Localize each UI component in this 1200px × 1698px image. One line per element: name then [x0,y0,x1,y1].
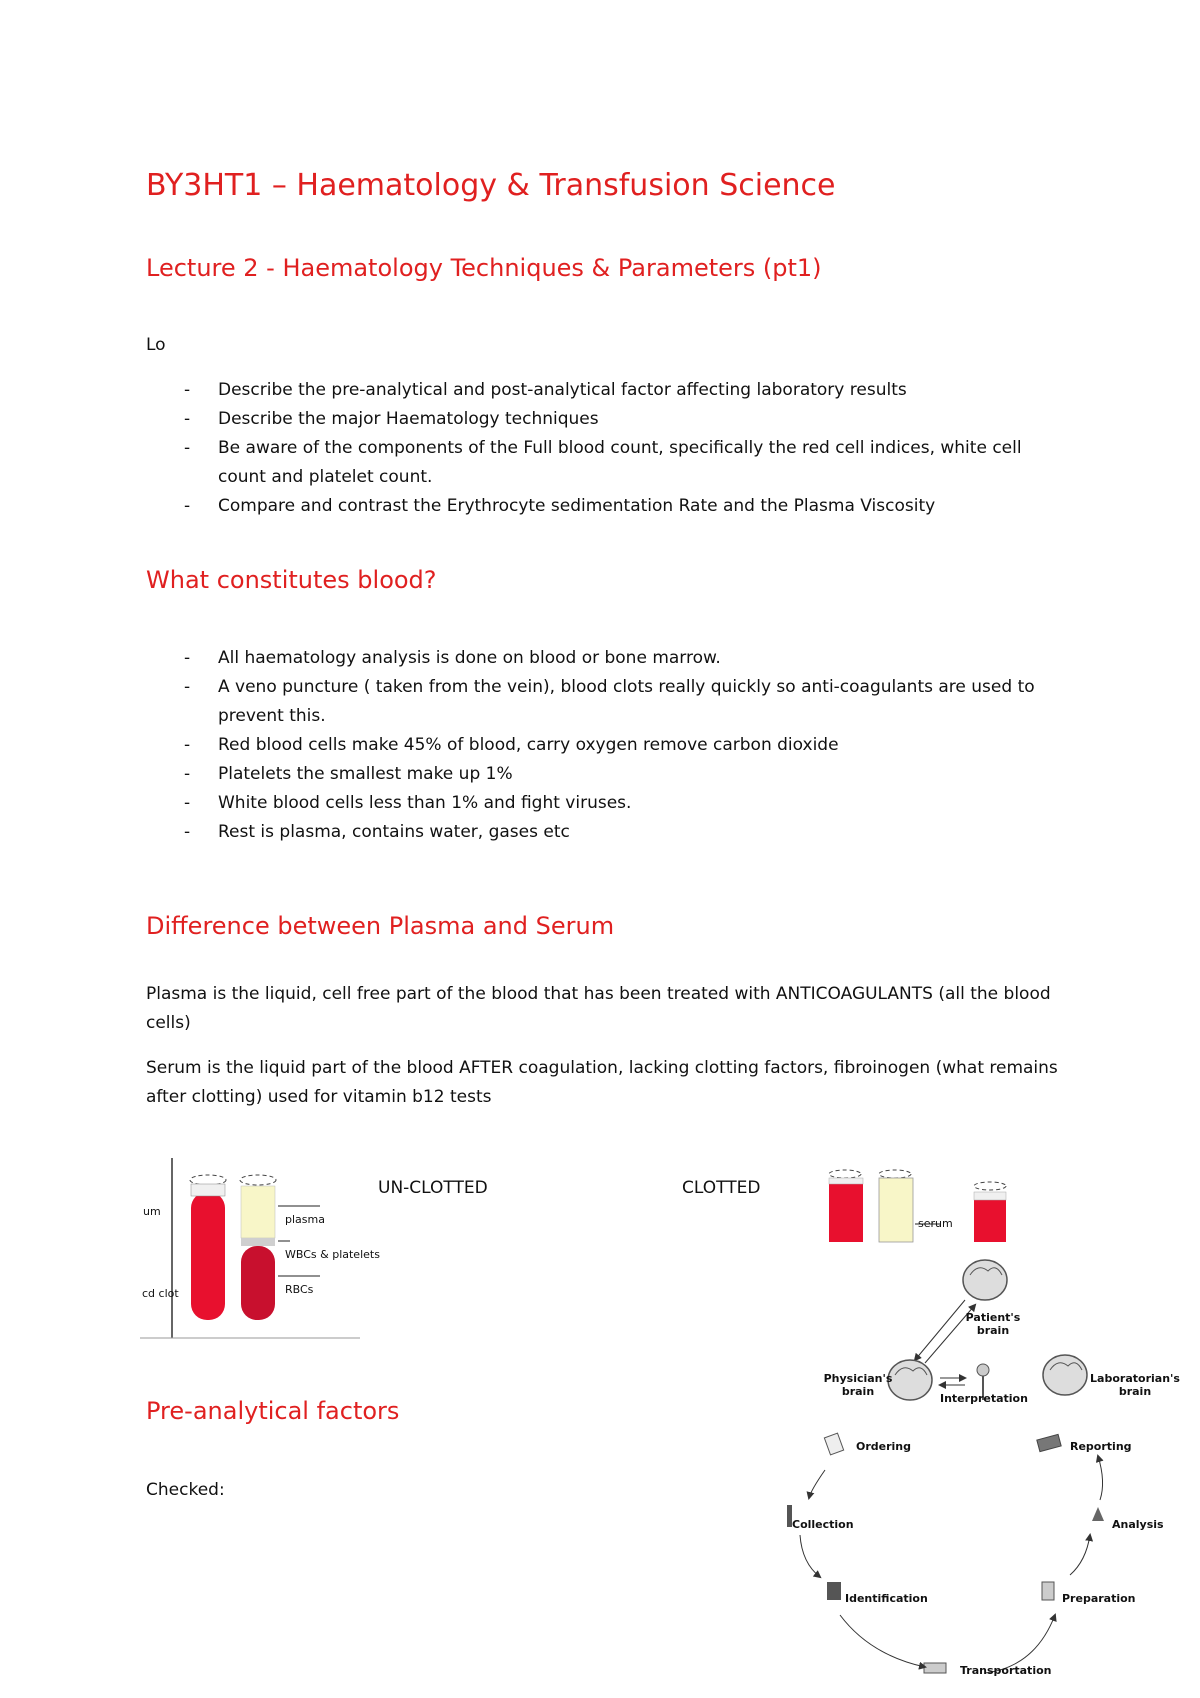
identification-label: Identification [845,1592,928,1605]
label-rbc: RBCs [285,1283,314,1296]
blood-heading: What constitutes blood? [146,566,437,594]
lo-label: Lo [146,335,166,355]
list-item: - White blood cells less than 1% and fight viruses. [146,789,1066,818]
clot-tube [974,1182,1006,1242]
clotted-label: CLOTTED [682,1178,761,1198]
label-clot: cd clot [142,1287,179,1300]
list-item: - Compare and contrast the Erythrocyte sedimentation Rate and the Plasma Viscosity [146,492,1066,521]
laboratorian-brain-label: Laboratorian's brain [1090,1372,1180,1398]
laboratorian-brain-icon [1043,1355,1087,1395]
plasma-paragraph: Plasma is the liquid, cell free part of the blood that has been treated with ANTICOAGULANTS (all the blood cells) [146,984,1051,1033]
transportation-label: Transportation [960,1664,1052,1677]
interpretation-label: Interpretation [940,1392,1028,1405]
physician-brain-label: Physician's brain [823,1372,893,1398]
label-um: um [143,1205,161,1218]
label-wbc: WBCs & platelets [285,1248,380,1261]
transportation-icon [924,1663,946,1673]
list-item: - Be aware of the components of the Full blood count, specifically the red cell indices, white cell count and platelet count. [146,434,1066,492]
preparation-label: Preparation [1062,1592,1136,1605]
identification-icon [827,1582,841,1600]
ordering-label: Ordering [856,1440,912,1453]
preparation-icon [1042,1582,1054,1600]
lecture-subtitle: Lecture 2 - Haematology Techniques & Parameters (pt1) [146,254,822,282]
cycle-arrow [1098,1456,1103,1500]
list-item: - Describe the pre-analytical and post-analytical factor affecting laboratory results [146,376,1066,405]
label-plasma: plasma [285,1213,325,1226]
cycle-arrow [1070,1535,1090,1575]
document-title: BY3HT1 – Haematology & Transfusion Science [146,168,836,203]
list-item: - A veno puncture ( taken from the vein), blood clots really quickly so anti-coagulants are used to prevent this. [146,673,1066,731]
blood-points-list [146,644,1066,847]
unclotted-tube [190,1175,226,1320]
patient-brain-label: Patient's brain [965,1311,1021,1337]
ordering-icon [824,1433,843,1455]
serum-paragraph: Serum is the liquid part of the blood AFTER coagulation, lacking clotting factors, fibroinogen (what remains after clotting) used for vitamin b12 tests [146,1058,1058,1107]
preanalytical-heading: Pre-analytical factors [146,1397,400,1425]
plasma-serum-heading: Difference between Plasma and Serum [146,912,615,940]
cycle-arrow [809,1470,825,1498]
analysis-icon [1092,1507,1104,1521]
list-item: - Describe the major Haematology techniques [146,405,1066,434]
collection-label: Collection [792,1518,854,1531]
separated-tube [240,1175,276,1320]
blood-tube [829,1170,863,1242]
cycle-arrow [840,1615,925,1667]
unclotted-label: UN-CLOTTED [378,1178,488,1198]
list-item: - Rest is plasma, contains water, gases etc [146,818,1066,847]
objectives-list [146,376,1066,521]
reporting-icon [1037,1434,1061,1451]
clotted-tubes-diagram [825,1168,1015,1248]
serum-tube [879,1170,913,1242]
cycle-arrow [800,1535,820,1577]
patient-brain-icon [963,1260,1007,1300]
list-item: - All haematology analysis is done on blood or bone marrow. [146,644,1066,673]
checked-label: Checked: [146,1480,225,1500]
analysis-label: Analysis [1112,1518,1164,1531]
list-item: - Platelets the smallest make up 1% [146,760,1066,789]
reporting-label: Reporting [1070,1440,1132,1453]
label-serum: serum [918,1217,953,1230]
list-item: - Red blood cells make 45% of blood, carry oxygen remove carbon dioxide [146,731,1066,760]
